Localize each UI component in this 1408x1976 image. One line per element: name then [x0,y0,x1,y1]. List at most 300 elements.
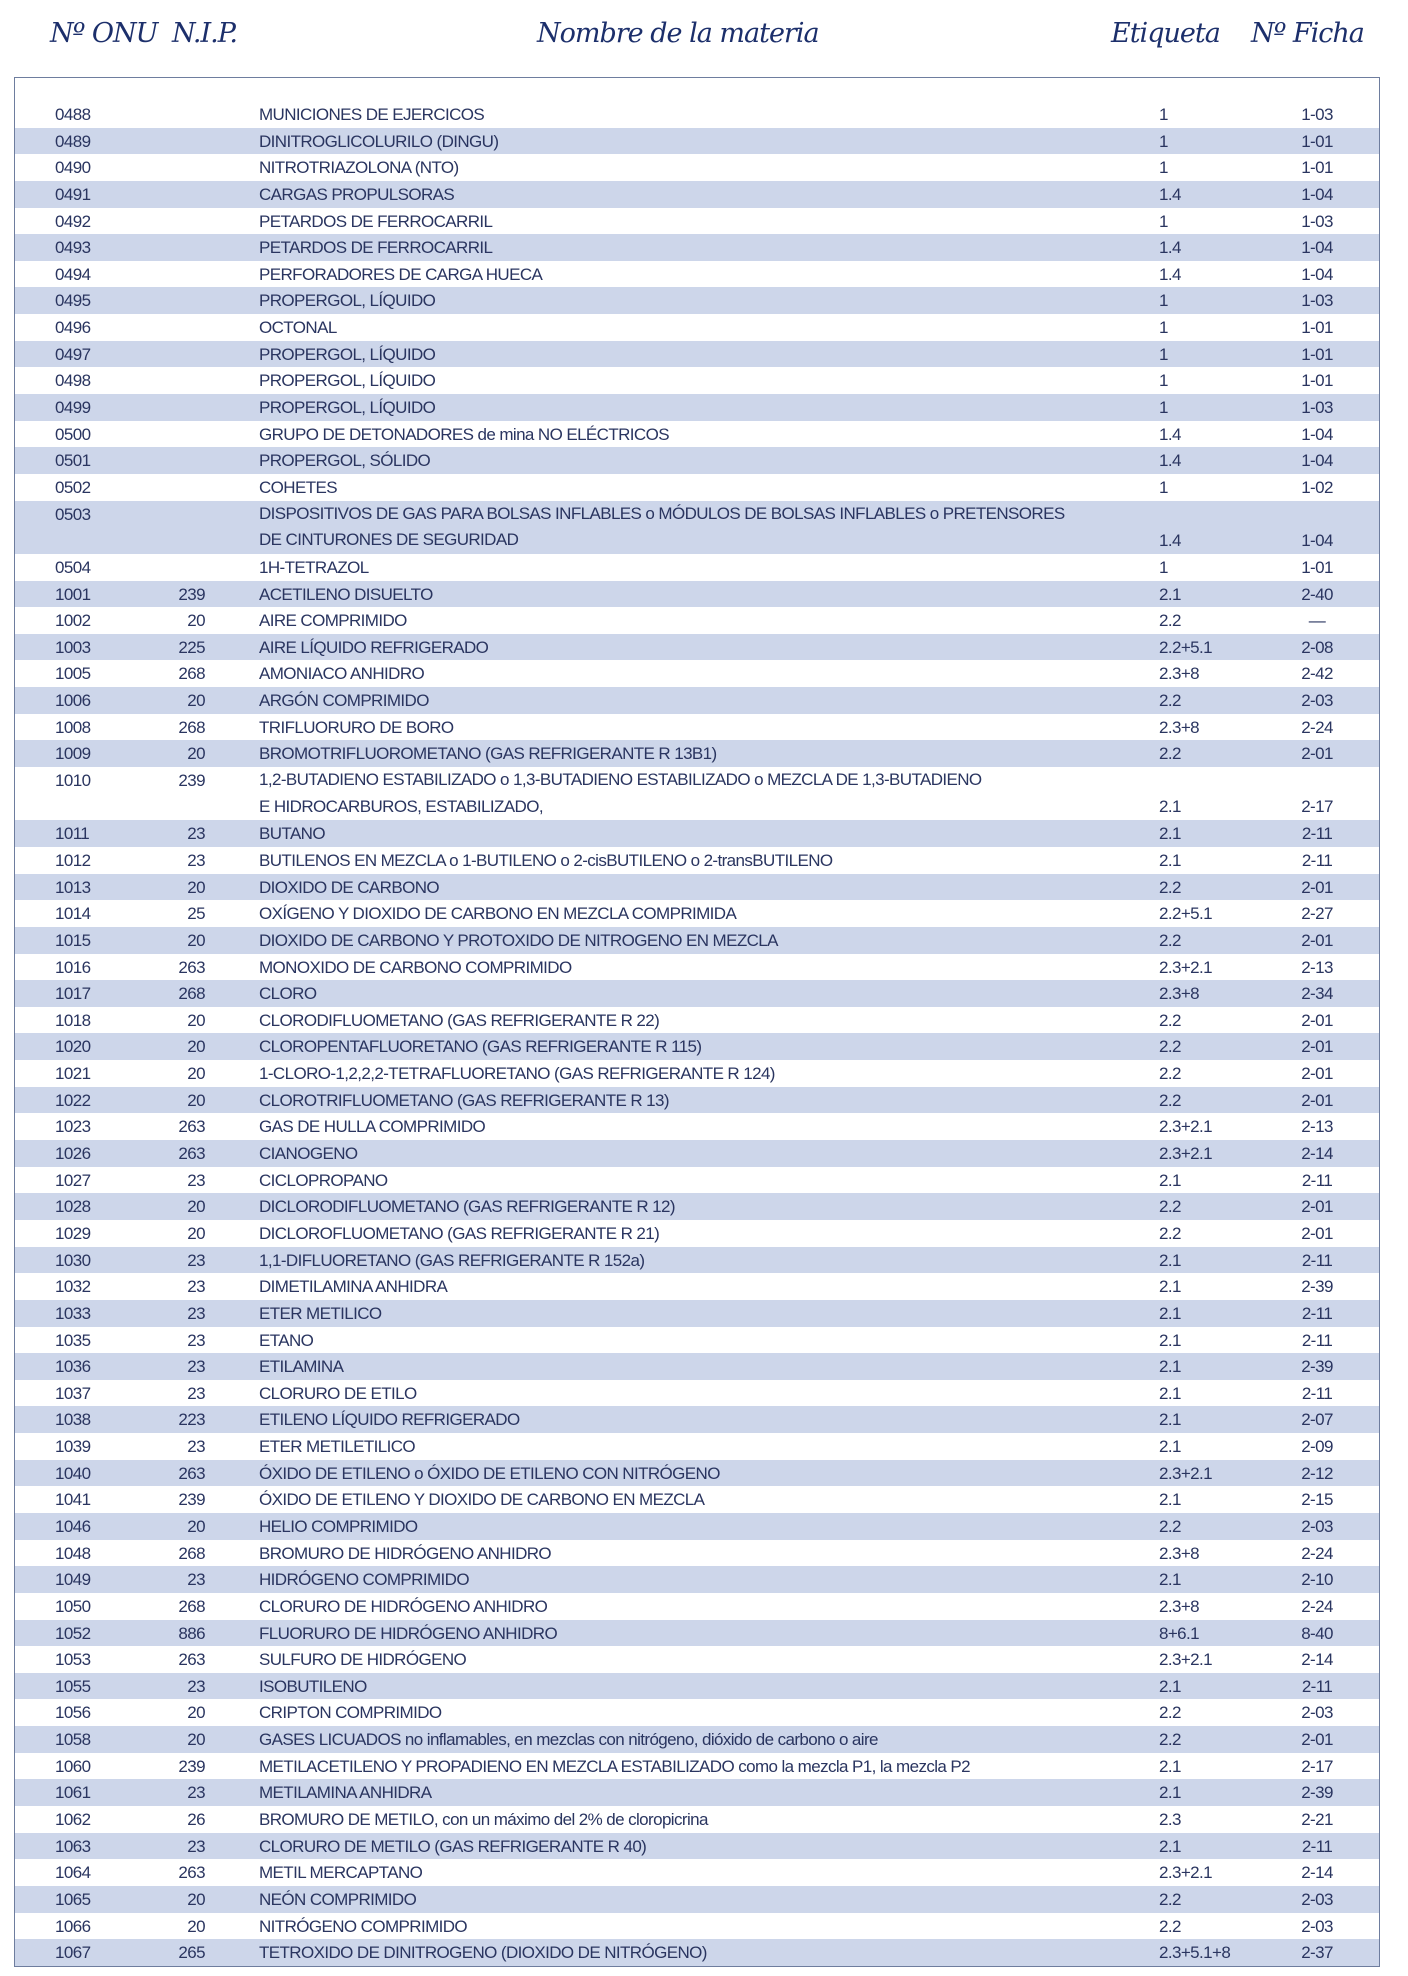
cell-label: 2.2 [1159,1916,1181,1936]
cell-sheet: — [1308,611,1326,631]
table-row [15,474,1379,501]
table-row [15,1140,1379,1167]
cell-sheet: 2-07 [1301,1410,1333,1430]
table-row [15,767,1379,820]
cell-onu: 1063 [55,1836,91,1856]
cell-sheet: 1-01 [1301,158,1333,178]
cell-name: PETARDOS DE FERROCARRIL [259,238,493,258]
table-row [15,1087,1379,1114]
cell-label: 1.4 [1159,451,1181,471]
cell-nip: 20 [187,691,205,711]
cell-label: 1 [1159,557,1168,577]
table-row [15,314,1379,341]
table-row [15,1433,1379,1460]
cell-onu: 1064 [55,1863,91,1883]
table-row [15,394,1379,421]
cell-onu: 0493 [55,238,91,258]
cell-label: 2.2 [1159,1197,1181,1217]
cell-name: OXÍGENO Y DIOXIDO DE CARBONO EN MEZCLA COMPRIMIDA [259,904,737,924]
cell-label: 1 [1159,318,1168,338]
cell-label: 1 [1159,398,1168,418]
cell-onu: 1016 [55,957,91,977]
cell-name: METILAMINA ANHIDRA [259,1783,432,1803]
table-row [15,1167,1379,1194]
table-row [15,128,1379,155]
cell-name: BROMOTRIFLUOROMETANO (GAS REFRIGERANTE R 13B1) [259,744,717,764]
cell-sheet: 2-01 [1301,1730,1333,1750]
cell-sheet: 2-14 [1301,1650,1333,1670]
cell-onu: 1022 [55,1090,91,1110]
cell-name-line-2: E HIDROCARBUROS, ESTABILIZADO, [259,796,543,816]
cell-name-line-1: 1,2-BUTADIENO ESTABILIZADO o 1,3-BUTADIENO ESTABILIZADO o MEZCLA DE 1,3-BUTADIENO [259,770,982,790]
column-header-onu: Nº ONU [50,18,158,49]
cell-nip: 20 [187,877,205,897]
cell-sheet: 2-24 [1301,1596,1333,1616]
cell-onu: 1032 [55,1277,91,1297]
cell-nip: 20 [187,1516,205,1536]
cell-sheet: 1-03 [1301,398,1333,418]
cell-onu: 0500 [55,424,91,444]
cell-name: MONOXIDO DE CARBONO COMPRIMIDO [259,957,572,977]
cell-onu: 1035 [55,1330,91,1350]
table-row [15,1113,1379,1140]
cell-onu: 1053 [55,1650,91,1670]
cell-nip: 20 [187,1037,205,1057]
cell-sheet: 2-11 [1301,1170,1333,1190]
cell-label: 2.1 [1159,1250,1181,1270]
cell-label: 1 [1159,158,1168,178]
table-row [15,874,1379,901]
cell-sheet: 2-11 [1301,1250,1333,1270]
cell-label: 2.1 [1159,1330,1181,1350]
column-header-sheet: Nº Ficha [1251,18,1364,49]
cell-label: 2.1 [1159,1303,1181,1323]
table-row [15,181,1379,208]
cell-label: 2.1 [1159,1490,1181,1510]
cell-nip: 23 [187,1277,205,1297]
table-row [15,1193,1379,1220]
cell-label: 2.3+2.1 [1159,1863,1212,1883]
cell-name: TRIFLUORURO DE BORO [259,717,454,737]
cell-label: 1 [1159,291,1168,311]
cell-onu: 1028 [55,1197,91,1217]
cell-name [259,501,1065,554]
cell-nip: 20 [187,1916,205,1936]
table-row [15,900,1379,927]
table-row [15,1859,1379,1886]
cell-name: METIL MERCAPTANO [259,1863,423,1883]
cell-label: 2.2 [1159,1730,1181,1750]
cell-label: 2.2 [1159,877,1181,897]
cell-name: HELIO COMPRIMIDO [259,1516,418,1536]
cell-sheet: 1-04 [1301,451,1333,471]
table-row [15,581,1379,608]
cell-sheet: 1-01 [1301,344,1333,364]
cell-name: GAS DE HULLA COMPRIMIDO [259,1117,486,1137]
cell-onu: 1029 [55,1223,91,1243]
cell-sheet: 2-11 [1301,824,1333,844]
cell-name: SULFURO DE HIDRÓGENO [259,1650,467,1670]
cell-label: 1.4 [1159,424,1181,444]
cell-label: 2.1 [1159,1676,1181,1696]
cell-onu: 1026 [55,1144,91,1164]
cell-name: ÓXIDO DE ETILENO Y DIOXIDO DE CARBONO EN MEZCLA [259,1490,705,1510]
cell-sheet: 1-03 [1301,291,1333,311]
table-row [15,1620,1379,1647]
cell-name [259,767,982,820]
cell-onu: 1012 [55,850,91,870]
table-row [15,634,1379,661]
cell-sheet: 2-40 [1301,584,1333,604]
cell-onu: 1023 [55,1117,91,1137]
cell-sheet: 2-01 [1301,1090,1333,1110]
cell-onu: 1036 [55,1357,91,1377]
cell-name: HIDRÓGENO COMPRIMIDO [259,1570,469,1590]
cell-nip: 239 [178,1490,205,1510]
table-header [0,0,1408,76]
cell-label: 2.2 [1159,1703,1181,1723]
cell-nip: 20 [187,930,205,950]
cell-sheet: 2-42 [1301,664,1333,684]
cell-onu: 1027 [55,1170,91,1190]
cell-onu: 1006 [55,691,91,711]
cell-onu: 0501 [55,451,91,471]
cell-onu: 1058 [55,1730,91,1750]
cell-label: 2.2 [1159,611,1181,631]
table-row [15,1220,1379,1247]
table-row [15,1593,1379,1620]
cell-name: DICLOROFLUOMETANO (GAS REFRIGERANTE R 21) [259,1223,660,1243]
cell-name: BUTILENOS EN MEZCLA o 1-BUTILENO o 2-cisBUTILENO o 2-transBUTILENO [259,850,833,870]
cell-name: OCTONAL [259,318,337,338]
cell-name: DIOXIDO DE CARBONO Y PROTOXIDO DE NITROGENO EN MEZCLA [259,930,778,950]
cell-nip: 263 [178,1463,205,1483]
cell-name: AIRE COMPRIMIDO [259,611,407,631]
cell-label: 2.1 [1159,584,1181,604]
table-row [15,847,1379,874]
cell-sheet: 1-04 [1301,424,1333,444]
cell-label: 2.3+8 [1159,1596,1200,1616]
cell-name: PROPERGOL, LÍQUIDO [259,398,436,418]
cell-sheet: 2-03 [1301,691,1333,711]
cell-onu: 1002 [55,611,91,631]
cell-sheet: 2-01 [1301,1064,1333,1084]
cell-nip: 20 [187,611,205,631]
cell-sheet: 2-03 [1301,1916,1333,1936]
cell-label: 1 [1159,131,1168,151]
cell-sheet: 2-01 [1301,744,1333,764]
table-row [15,367,1379,394]
cell-sheet: 2-12 [1301,1463,1333,1483]
cell-sheet: 2-24 [1301,1543,1333,1563]
cell-label: 2.2 [1159,1889,1181,1909]
cell-onu: 0495 [55,291,91,311]
cell-onu: 1017 [55,984,91,1004]
cell-sheet: 1-03 [1301,211,1333,231]
table-row [15,687,1379,714]
table-row [15,1779,1379,1806]
cell-name: NITROTRIAZOLONA (NTO) [259,158,459,178]
table-row [15,1406,1379,1433]
cell-onu: 1033 [55,1303,91,1323]
cell-sheet: 1-01 [1301,318,1333,338]
cell-label: 2.2 [1159,1516,1181,1536]
table-row [15,1566,1379,1593]
cell-sheet: 2-34 [1301,984,1333,1004]
cell-onu: 1050 [55,1596,91,1616]
cell-onu: 1040 [55,1463,91,1483]
cell-onu: 1067 [55,1943,91,1963]
cell-sheet: 2-11 [1301,1383,1333,1403]
cell-label: 2.2 [1159,1037,1181,1057]
cell-nip: 263 [178,957,205,977]
cell-name: AIRE LÍQUIDO REFRIGERADO [259,637,489,657]
cell-onu: 1020 [55,1037,91,1057]
cell-onu: 1014 [55,904,91,924]
cell-name: AMONIACO ANHIDRO [259,664,425,684]
cell-onu: 1056 [55,1703,91,1723]
cell-onu: 0496 [55,318,91,338]
cell-name: PROPERGOL, LÍQUIDO [259,344,436,364]
cell-nip: 23 [187,1357,205,1377]
cell-name: PROPERGOL, LÍQUIDO [259,371,436,391]
cell-onu: 1062 [55,1810,91,1830]
cell-onu: 1015 [55,930,91,950]
cell-onu: 1060 [55,1756,91,1776]
cell-label: 2.3+2.1 [1159,1117,1212,1137]
cell-label: 2.1 [1159,850,1181,870]
table-row [15,1646,1379,1673]
cell-label: 2.2 [1159,691,1181,711]
cell-label: 8+6.1 [1159,1623,1200,1643]
table-body [15,101,1379,1966]
cell-name: BROMURO DE METILO, con un máximo del 2% de cloropicrina [259,1810,708,1830]
cell-sheet: 2-27 [1301,904,1333,924]
cell-onu: 1046 [55,1516,91,1536]
cell-sheet: 2-10 [1301,1570,1333,1590]
cell-name: PETARDOS DE FERROCARRIL [259,211,493,231]
cell-name: DICLORODIFLUOMETANO (GAS REFRIGERANTE R 12) [259,1197,675,1217]
cell-label: 2.1 [1159,824,1181,844]
cell-label: 2.1 [1159,1170,1181,1190]
cell-name: ISOBUTILENO [259,1676,367,1696]
column-header-name: Nombre de la materia [537,18,819,49]
cell-label: 2.1 [1159,1410,1181,1430]
cell-label: 2.2 [1159,1064,1181,1084]
table-row [15,1327,1379,1354]
cell-onu: 1013 [55,877,91,897]
cell-sheet: 2-13 [1301,957,1333,977]
cell-nip: 268 [178,1543,205,1563]
cell-onu: 1009 [55,744,91,764]
cell-name: DIOXIDO DE CARBONO [259,877,440,897]
cell-label: 2.2+5.1 [1159,637,1212,657]
cell-label: 2.3+2.1 [1159,1650,1212,1670]
cell-nip: 20 [187,1703,205,1723]
cell-sheet: 1-04 [1301,184,1333,204]
cell-nip: 20 [187,1223,205,1243]
cell-nip: 23 [187,1250,205,1270]
cell-onu: 0499 [55,398,91,418]
cell-sheet: 1-04 [1301,530,1333,550]
cell-name: CLORO [259,984,317,1004]
table-row [15,1939,1379,1966]
cell-nip: 239 [178,584,205,604]
cell-sheet: 2-39 [1301,1277,1333,1297]
cell-sheet: 1-03 [1301,105,1333,124]
cell-onu: 0502 [55,477,91,497]
cell-name: PERFORADORES DE CARGA HUECA [259,264,543,284]
cell-label: 2.3+5.1+8 [1159,1943,1231,1963]
cell-onu: 1038 [55,1410,91,1430]
table-row [15,234,1379,261]
cell-sheet: 2-11 [1301,1836,1333,1856]
cell-sheet: 2-01 [1301,877,1333,897]
table-row [15,341,1379,368]
cell-onu: 1021 [55,1064,91,1084]
cell-label: 2.2 [1159,1090,1181,1110]
cell-label: 2.1 [1159,1783,1181,1803]
cell-sheet: 2-11 [1301,850,1333,870]
cell-nip: 23 [187,1437,205,1457]
cell-name: NITRÓGENO COMPRIMIDO [259,1916,468,1936]
table-row [15,1726,1379,1753]
table-row [15,208,1379,235]
cell-label: 1.4 [1159,238,1181,258]
cell-name: ARGÓN COMPRIMIDO [259,691,429,711]
cell-label: 2.3+2.1 [1159,1144,1212,1164]
cell-nip: 263 [178,1650,205,1670]
cell-label: 2.2 [1159,1223,1181,1243]
cell-nip: 20 [187,744,205,764]
table-row [15,554,1379,581]
cell-sheet: 1-02 [1301,477,1333,497]
cell-nip: 20 [187,1010,205,1030]
cell-sheet: 2-15 [1301,1490,1333,1510]
cell-onu: 1065 [55,1889,91,1909]
cell-sheet: 1-01 [1301,371,1333,391]
table-row [15,1300,1379,1327]
cell-sheet: 2-11 [1301,1330,1333,1350]
table-row [15,660,1379,687]
table-row [15,1540,1379,1567]
cell-sheet: 1-04 [1301,238,1333,258]
table-row [15,1753,1379,1780]
cell-onu: 1049 [55,1570,91,1590]
cell-label: 2.2 [1159,1010,1181,1030]
cell-nip: 265 [178,1943,205,1963]
table-row [15,1033,1379,1060]
cell-onu: 1039 [55,1437,91,1457]
cell-onu: 1041 [55,1490,91,1510]
table-row [15,287,1379,314]
table-row [15,1486,1379,1513]
cell-nip: 268 [178,717,205,737]
cell-name: 1H-TETRAZOL [259,557,369,577]
column-header-nip: N.I.P. [172,18,238,49]
cell-name: CLORURO DE METILO (GAS REFRIGERANTE R 40) [259,1836,647,1856]
cell-onu: 1010 [55,771,91,791]
cell-name-line-1: DISPOSITIVOS DE GAS PARA BOLSAS INFLABLES o MÓDULOS DE BOLSAS INFLABLES o PRETENSORES [259,503,1065,523]
cell-sheet: 2-09 [1301,1437,1333,1457]
cell-sheet: 2-39 [1301,1357,1333,1377]
cell-label: 2.3+8 [1159,664,1200,684]
cell-nip: 268 [178,984,205,1004]
cell-sheet: 2-39 [1301,1783,1333,1803]
cell-sheet: 2-01 [1301,1197,1333,1217]
cell-nip: 23 [187,1836,205,1856]
table-row [15,714,1379,741]
cell-name: ACETILENO DISUELTO [259,584,433,604]
cell-name: FLUORURO DE HIDRÓGENO ANHIDRO [259,1623,558,1643]
cell-onu: 0497 [55,344,91,364]
cell-label: 1 [1159,344,1168,364]
table-row [15,1380,1379,1407]
cell-label: 1 [1159,105,1168,124]
table-row [15,1886,1379,1913]
cell-nip: 25 [187,904,205,924]
cell-sheet: 2-21 [1301,1810,1333,1830]
cell-label: 1.4 [1159,184,1181,204]
cell-nip: 20 [187,1889,205,1909]
cell-onu: 1037 [55,1383,91,1403]
cell-onu: 1001 [55,584,91,604]
cell-label: 2.3+2.1 [1159,957,1212,977]
cell-onu: 0498 [55,371,91,391]
cell-sheet: 2-03 [1301,1516,1333,1536]
cell-label: 2.3+8 [1159,984,1200,1004]
cell-name: ETER METILETILICO [259,1437,416,1457]
cell-label: 2.1 [1159,1383,1181,1403]
cell-nip: 223 [178,1410,205,1430]
cell-name: BUTANO [259,824,325,844]
cell-label: 2.3+8 [1159,717,1200,737]
table-row [15,954,1379,981]
cell-nip: 20 [187,1730,205,1750]
cell-sheet: 2-14 [1301,1144,1333,1164]
cell-sheet: 8-40 [1301,1623,1333,1643]
cell-name: CRIPTON COMPRIMIDO [259,1703,442,1723]
table-row [15,1460,1379,1487]
cell-label: 2.2+5.1 [1159,904,1212,924]
cell-label: 1 [1159,371,1168,391]
table-row [15,101,1379,128]
table-row [15,927,1379,954]
cell-onu: 1003 [55,637,91,657]
cell-nip: 23 [187,1383,205,1403]
cell-name: DINITROGLICOLURILO (DINGU) [259,131,499,151]
cell-nip: 268 [178,664,205,684]
cell-sheet: 2-11 [1301,1303,1333,1323]
cell-nip: 225 [178,637,205,657]
cell-sheet: 1-01 [1301,131,1333,151]
cell-label: 2.1 [1159,1437,1181,1457]
cell-sheet: 2-14 [1301,1863,1333,1883]
table-row [15,1513,1379,1540]
table-row [15,1806,1379,1833]
column-header-label: Etiqueta [1111,18,1220,49]
table-row [15,980,1379,1007]
cell-sheet: 2-08 [1301,637,1333,657]
table-row [15,1353,1379,1380]
cell-nip: 239 [178,771,205,791]
cell-label: 2.2 [1159,744,1181,764]
cell-onu: 0492 [55,211,91,231]
cell-sheet: 2-11 [1301,1676,1333,1696]
cell-label: 2.1 [1159,797,1181,817]
cell-onu: 1018 [55,1010,91,1030]
cell-name: ETER METILICO [259,1303,382,1323]
